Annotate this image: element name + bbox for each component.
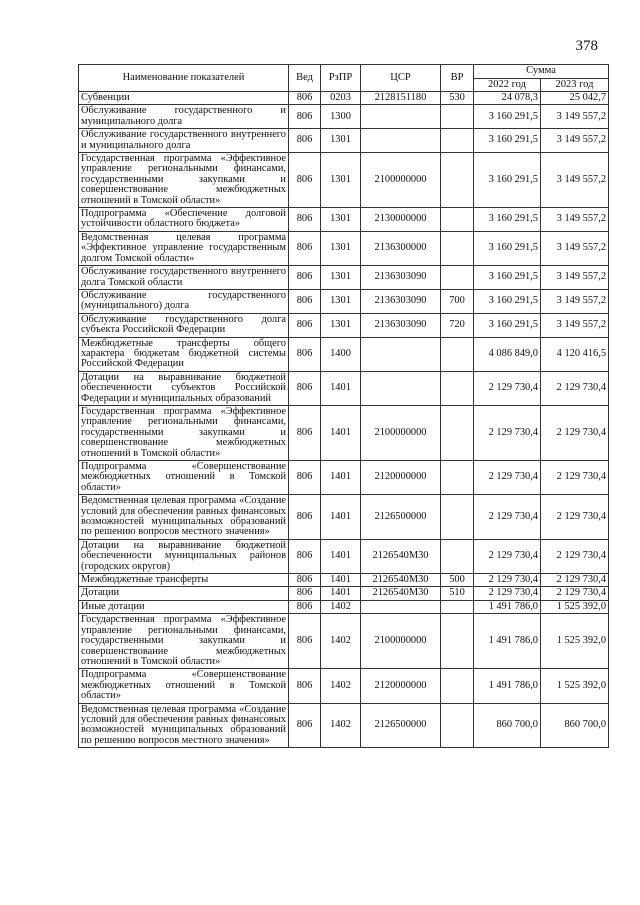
row-name: Обслуживание государственного и муниципального долга bbox=[79, 105, 289, 129]
table-row bbox=[79, 495, 609, 540]
row-rzpr: 1301 bbox=[321, 289, 361, 313]
row-vr bbox=[441, 371, 474, 405]
row-amount-2023: 3 149 557,2 bbox=[541, 129, 609, 153]
table-row bbox=[79, 337, 609, 371]
row-rzpr: 1301 bbox=[321, 153, 361, 208]
row-rzpr: 1301 bbox=[321, 266, 361, 290]
row-rzpr: 1301 bbox=[321, 231, 361, 265]
row-name: Обслуживание государственного (муниципального) долга bbox=[79, 289, 289, 313]
row-ved: 806 bbox=[289, 313, 321, 337]
header-csr: ЦСР bbox=[361, 65, 441, 92]
table-row bbox=[79, 266, 609, 290]
row-rzpr: 1401 bbox=[321, 574, 361, 587]
row-amount-2022: 3 160 291,5 bbox=[474, 313, 541, 337]
row-csr: 2120000000 bbox=[361, 461, 441, 495]
row-ved: 806 bbox=[289, 574, 321, 587]
row-amount-2022: 1 491 786,0 bbox=[474, 600, 541, 613]
header-ved: Вед bbox=[289, 65, 321, 92]
row-amount-2022: 860 700,0 bbox=[474, 703, 541, 748]
row-name: Подпрограмма «Совершенствование межбюджетных отношений в Томской области» bbox=[79, 669, 289, 703]
row-amount-2022: 2 129 730,4 bbox=[474, 539, 541, 573]
header-name: Наименование показателей bbox=[79, 65, 289, 92]
row-name: Межбюджетные трансферты bbox=[79, 574, 289, 587]
row-amount-2023: 4 120 416,5 bbox=[541, 337, 609, 371]
row-csr: 2128151180 bbox=[361, 92, 441, 105]
row-name: Дотации на выравнивание бюджетной обеспеченности муниципальных районов (городских округов) bbox=[79, 539, 289, 573]
row-amount-2022: 2 129 730,4 bbox=[474, 461, 541, 495]
row-amount-2023: 2 129 730,4 bbox=[541, 495, 609, 540]
row-ved: 806 bbox=[289, 105, 321, 129]
row-vr: 530 bbox=[441, 92, 474, 105]
row-ved: 806 bbox=[289, 461, 321, 495]
row-ved: 806 bbox=[289, 539, 321, 573]
row-csr: 2136303090 bbox=[361, 313, 441, 337]
row-name: Обслуживание государственного внутреннего и муниципального долга bbox=[79, 129, 289, 153]
row-vr bbox=[441, 337, 474, 371]
row-rzpr: 1401 bbox=[321, 371, 361, 405]
row-rzpr: 1401 bbox=[321, 461, 361, 495]
row-csr bbox=[361, 129, 441, 153]
row-csr bbox=[361, 371, 441, 405]
table-row bbox=[79, 614, 609, 669]
table-row bbox=[79, 105, 609, 129]
table-row bbox=[79, 587, 609, 600]
row-csr: 2126540M30 bbox=[361, 574, 441, 587]
row-vr bbox=[441, 461, 474, 495]
row-vr bbox=[441, 703, 474, 748]
row-vr bbox=[441, 231, 474, 265]
row-amount-2022: 4 086 849,0 bbox=[474, 337, 541, 371]
row-vr bbox=[441, 405, 474, 460]
row-amount-2022: 3 160 291,5 bbox=[474, 153, 541, 208]
table-row bbox=[79, 153, 609, 208]
row-rzpr: 1300 bbox=[321, 105, 361, 129]
table-body bbox=[79, 92, 609, 748]
row-amount-2023: 1 525 392,0 bbox=[541, 669, 609, 703]
row-vr bbox=[441, 129, 474, 153]
row-csr: 2126540M30 bbox=[361, 539, 441, 573]
row-amount-2023: 2 129 730,4 bbox=[541, 405, 609, 460]
row-amount-2023: 860 700,0 bbox=[541, 703, 609, 748]
header-vr: ВР bbox=[441, 65, 474, 92]
row-rzpr: 0203 bbox=[321, 92, 361, 105]
table-row bbox=[79, 574, 609, 587]
header-sum: Сумма bbox=[474, 65, 609, 79]
row-vr bbox=[441, 153, 474, 208]
row-ved: 806 bbox=[289, 495, 321, 540]
row-csr: 2120000000 bbox=[361, 669, 441, 703]
row-amount-2023: 1 525 392,0 bbox=[541, 614, 609, 669]
row-vr bbox=[441, 669, 474, 703]
row-amount-2023: 2 129 730,4 bbox=[541, 574, 609, 587]
row-name: Межбюджетные трансферты общего характера бюджетам бюджетной системы Российской Федерации bbox=[79, 337, 289, 371]
row-vr bbox=[441, 208, 474, 232]
row-amount-2023: 3 149 557,2 bbox=[541, 153, 609, 208]
row-rzpr: 1401 bbox=[321, 495, 361, 540]
row-amount-2022: 3 160 291,5 bbox=[474, 129, 541, 153]
row-rzpr: 1402 bbox=[321, 703, 361, 748]
row-name: Дотации bbox=[79, 587, 289, 600]
row-csr: 2100000000 bbox=[361, 153, 441, 208]
row-rzpr: 1402 bbox=[321, 669, 361, 703]
row-name: Ведомственная целевая программа «Создание условий для обеспечения равных финансовых возможностей муниципальных образований по решению вопросов местного значения» bbox=[79, 703, 289, 748]
row-rzpr: 1401 bbox=[321, 539, 361, 573]
row-amount-2022: 3 160 291,5 bbox=[474, 289, 541, 313]
row-csr: 2136303090 bbox=[361, 289, 441, 313]
table-row bbox=[79, 231, 609, 265]
row-amount-2023: 3 149 557,2 bbox=[541, 289, 609, 313]
row-amount-2022: 3 160 291,5 bbox=[474, 231, 541, 265]
row-vr bbox=[441, 600, 474, 613]
row-ved: 806 bbox=[289, 614, 321, 669]
row-amount-2023: 3 149 557,2 bbox=[541, 266, 609, 290]
row-ved: 806 bbox=[289, 703, 321, 748]
budget-table bbox=[78, 64, 609, 748]
row-rzpr: 1301 bbox=[321, 129, 361, 153]
row-amount-2023: 3 149 557,2 bbox=[541, 105, 609, 129]
row-amount-2023: 2 129 730,4 bbox=[541, 371, 609, 405]
row-amount-2023: 25 042,7 bbox=[541, 92, 609, 105]
table-row bbox=[79, 600, 609, 613]
table-row bbox=[79, 129, 609, 153]
row-ved: 806 bbox=[289, 587, 321, 600]
row-amount-2022: 24 078,3 bbox=[474, 92, 541, 105]
row-amount-2023: 3 149 557,2 bbox=[541, 231, 609, 265]
row-ved: 806 bbox=[289, 92, 321, 105]
row-amount-2023: 2 129 730,4 bbox=[541, 461, 609, 495]
row-ved: 806 bbox=[289, 669, 321, 703]
row-amount-2022: 3 160 291,5 bbox=[474, 105, 541, 129]
row-name: Государственная программа «Эффективное управление региональными финансами, государственными закупками и совершенствование межбюджетных отношений в Томской области» bbox=[79, 614, 289, 669]
row-amount-2023: 1 525 392,0 bbox=[541, 600, 609, 613]
row-name: Субвенции bbox=[79, 92, 289, 105]
row-ved: 806 bbox=[289, 266, 321, 290]
row-amount-2023: 3 149 557,2 bbox=[541, 313, 609, 337]
row-vr bbox=[441, 539, 474, 573]
row-amount-2022: 2 129 730,4 bbox=[474, 495, 541, 540]
row-name: Государственная программа «Эффективное управление региональными финансами, государственными закупками и совершенствование межбюджетных отношений в Томской области» bbox=[79, 405, 289, 460]
table-header bbox=[79, 65, 609, 92]
row-ved: 806 bbox=[289, 337, 321, 371]
row-ved: 806 bbox=[289, 153, 321, 208]
row-rzpr: 1301 bbox=[321, 313, 361, 337]
page-number: 378 bbox=[575, 38, 598, 54]
row-vr: 720 bbox=[441, 313, 474, 337]
table-row bbox=[79, 461, 609, 495]
row-name: Обслуживание государственного внутреннего долга Томской области bbox=[79, 266, 289, 290]
row-rzpr: 1400 bbox=[321, 337, 361, 371]
row-csr: 2136303090 bbox=[361, 266, 441, 290]
row-csr: 2130000000 bbox=[361, 208, 441, 232]
row-name: Иные дотации bbox=[79, 600, 289, 613]
row-amount-2022: 2 129 730,4 bbox=[474, 574, 541, 587]
row-vr: 510 bbox=[441, 587, 474, 600]
row-amount-2022: 2 129 730,4 bbox=[474, 587, 541, 600]
row-amount-2022: 1 491 786,0 bbox=[474, 614, 541, 669]
header-year-2023: 2023 год bbox=[541, 78, 609, 92]
table-row bbox=[79, 289, 609, 313]
row-csr: 2100000000 bbox=[361, 405, 441, 460]
row-ved: 806 bbox=[289, 231, 321, 265]
row-amount-2022: 1 491 786,0 bbox=[474, 669, 541, 703]
row-rzpr: 1402 bbox=[321, 600, 361, 613]
row-rzpr: 1401 bbox=[321, 587, 361, 600]
table-row bbox=[79, 92, 609, 105]
row-csr: 2136300000 bbox=[361, 231, 441, 265]
row-ved: 806 bbox=[289, 208, 321, 232]
header-year-2022: 2022 год bbox=[474, 78, 541, 92]
row-ved: 806 bbox=[289, 405, 321, 460]
table-row bbox=[79, 669, 609, 703]
row-name: Обслуживание государственного долга субъекта Российской Федерации bbox=[79, 313, 289, 337]
table-row bbox=[79, 539, 609, 573]
row-name: Подпрограмма «Совершенствование межбюджетных отношений в Томской области» bbox=[79, 461, 289, 495]
row-rzpr: 1301 bbox=[321, 208, 361, 232]
row-name: Подпрограмма «Обеспечение долговой устойчивости областного бюджета» bbox=[79, 208, 289, 232]
row-amount-2022: 3 160 291,5 bbox=[474, 208, 541, 232]
header-rzpr: РзПР bbox=[321, 65, 361, 92]
row-vr bbox=[441, 266, 474, 290]
table-row bbox=[79, 208, 609, 232]
row-vr: 700 bbox=[441, 289, 474, 313]
row-name: Дотации на выравнивание бюджетной обеспеченности субъектов Российской Федерации и муниципальных образований bbox=[79, 371, 289, 405]
row-vr bbox=[441, 614, 474, 669]
row-vr bbox=[441, 495, 474, 540]
row-vr: 500 bbox=[441, 574, 474, 587]
row-rzpr: 1402 bbox=[321, 614, 361, 669]
table-row bbox=[79, 371, 609, 405]
row-csr bbox=[361, 600, 441, 613]
row-name: Государственная программа «Эффективное управление региональными финансами, государственными закупками и совершенствование межбюджетных отношений в Томской области» bbox=[79, 153, 289, 208]
table-row bbox=[79, 405, 609, 460]
table-row bbox=[79, 313, 609, 337]
row-vr bbox=[441, 105, 474, 129]
row-csr bbox=[361, 337, 441, 371]
row-csr: 2126500000 bbox=[361, 703, 441, 748]
row-ved: 806 bbox=[289, 600, 321, 613]
row-amount-2023: 3 149 557,2 bbox=[541, 208, 609, 232]
row-amount-2023: 2 129 730,4 bbox=[541, 539, 609, 573]
row-amount-2023: 2 129 730,4 bbox=[541, 587, 609, 600]
row-rzpr: 1401 bbox=[321, 405, 361, 460]
row-ved: 806 bbox=[289, 129, 321, 153]
row-name: Ведомственная целевая программа «Создание условий для обеспечения равных финансовых возможностей муниципальных образований по решению вопросов местного значения» bbox=[79, 495, 289, 540]
row-csr: 2126500000 bbox=[361, 495, 441, 540]
row-csr bbox=[361, 105, 441, 129]
row-amount-2022: 3 160 291,5 bbox=[474, 266, 541, 290]
row-amount-2022: 2 129 730,4 bbox=[474, 371, 541, 405]
row-ved: 806 bbox=[289, 289, 321, 313]
row-name: Ведомственная целевая программа «Эффективное управление государственным долгом Томской области» bbox=[79, 231, 289, 265]
row-ved: 806 bbox=[289, 371, 321, 405]
table-row bbox=[79, 703, 609, 748]
row-csr: 2100000000 bbox=[361, 614, 441, 669]
row-amount-2022: 2 129 730,4 bbox=[474, 405, 541, 460]
row-csr: 2126540M30 bbox=[361, 587, 441, 600]
